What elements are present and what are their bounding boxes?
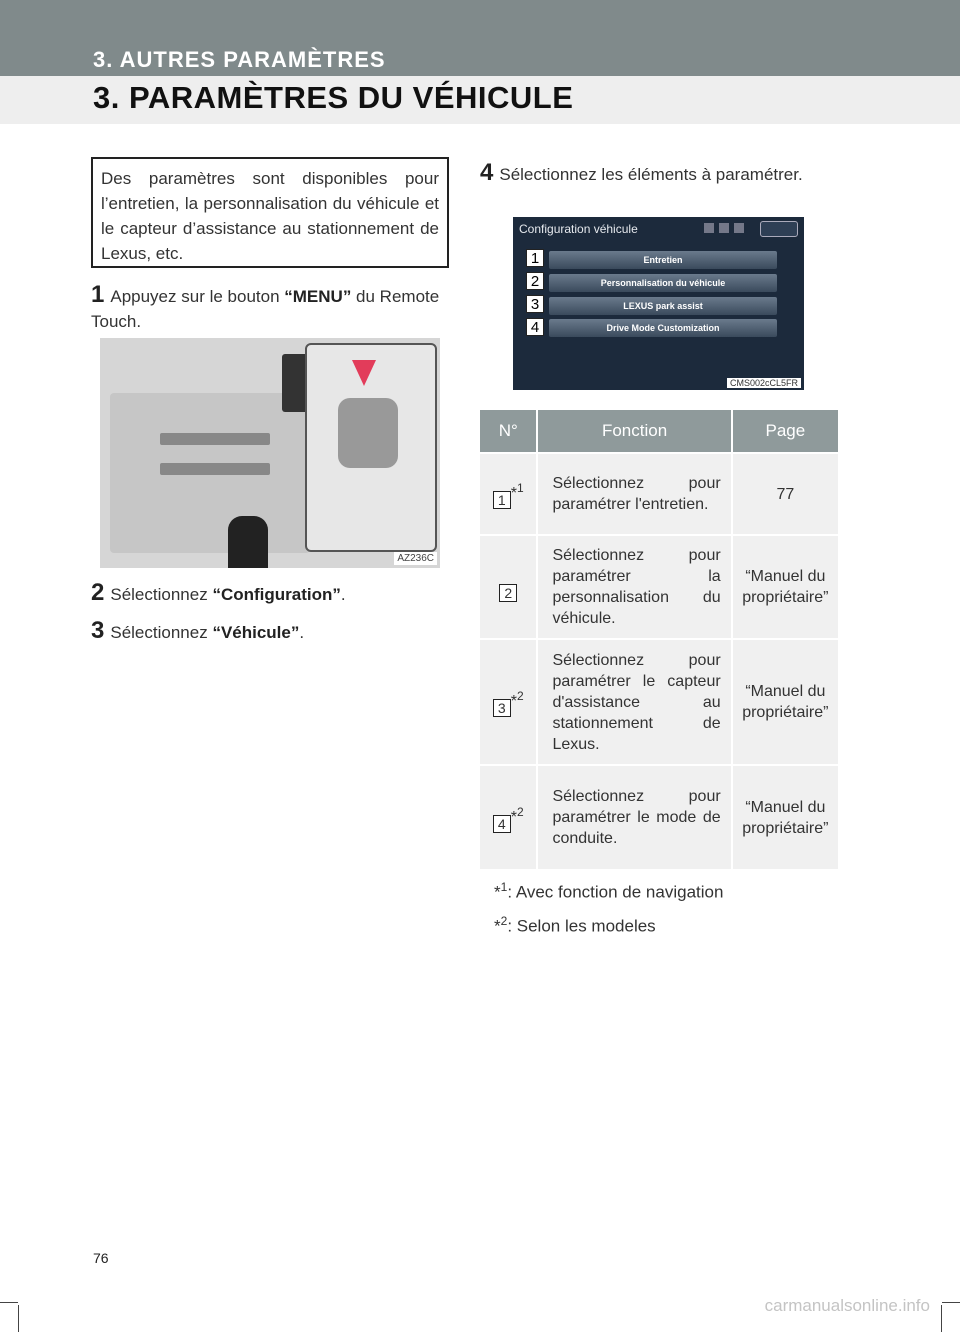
step-number: 1	[91, 281, 105, 308]
row-fonction: Sélectionnez pour paramétrer le mode de conduite.	[537, 765, 731, 869]
row-page: “Manuel du propriétaire”	[732, 765, 838, 869]
crop-mark	[942, 1302, 960, 1303]
table-row: 1 *$^1$ Sélectionnez pour paramétrer l'entretien. 77	[480, 453, 838, 535]
callout-1: 1	[526, 249, 544, 267]
step-2: 2 Sélectionnez “Configuration”.	[91, 579, 346, 606]
touchpad-icon	[338, 398, 398, 468]
menu-item-entretien: Entretien	[549, 251, 777, 269]
row-number-box: 2	[499, 584, 517, 602]
step-1: 1 Appuyez sur le bouton “MENU” du Remote Touch.	[91, 281, 440, 331]
image-code: CMS002cCL5FR	[727, 378, 801, 388]
step-number: 3	[91, 617, 105, 644]
intro-box: Des paramètres sont disponibles pour l’entretien, la personnalisation du véhicule et le capteur d’assistance au stationnement de Lexus, etc.	[91, 157, 449, 268]
step-3: 3 Sélectionnez “Véhicule”.	[91, 617, 305, 644]
table-row: 4 *$^2$ Sélectionnez pour paramétrer le mode de conduite. “Manuel du propriétaire”	[480, 765, 838, 869]
callout-2: 2	[526, 272, 544, 290]
row-number-box: 3	[493, 699, 511, 717]
image-code: AZ236C	[394, 552, 437, 565]
row-fonction: Sélectionnez pour paramétrer la personnalisation du véhicule.	[537, 535, 731, 639]
step-number: 2	[91, 579, 105, 606]
column-header-no: N°	[480, 410, 537, 453]
page-title: 3. PARAMÈTRES DU VÉHICULE	[93, 80, 574, 115]
row-number-box: 4	[493, 815, 511, 833]
row-fonction: Sélectionnez pour paramétrer le capteur d'assistance au stationnement de Lexus.	[537, 639, 731, 765]
row-fonction: Sélectionnez pour paramétrer l'entretien.	[537, 453, 731, 535]
crop-mark	[0, 1302, 18, 1303]
vehicle-config-screen	[513, 217, 804, 390]
crop-mark	[941, 1305, 942, 1332]
step-4: 4 Sélectionnez les éléments à paramétrer.	[480, 159, 803, 186]
watermark: carmanualsonline.info	[764, 1296, 930, 1315]
callout-4: 4	[526, 318, 544, 336]
step-number: 4	[480, 159, 494, 186]
page-number: 76	[93, 1250, 109, 1266]
dashboard-illustration	[100, 338, 440, 568]
footnote-1: *$^1$: Avec fonction de navigation	[494, 880, 724, 902]
section-label: 3. AUTRES PARAMÈTRES	[93, 47, 386, 72]
screen-title: Configuration véhicule	[519, 222, 638, 236]
back-icon	[760, 221, 798, 237]
callout-3: 3	[526, 295, 544, 313]
row-page: “Manuel du propriétaire”	[732, 535, 838, 639]
table-row: 3 *$^2$ Sélectionnez pour paramétrer le capteur d'assistance au stationnement de Lexus. “Manuel du propriétaire”	[480, 639, 838, 765]
remote-touch-icon	[228, 516, 268, 568]
row-page: 77	[732, 453, 838, 535]
status-icons	[704, 223, 754, 233]
menu-item-park-assist: LEXUS park assist	[549, 297, 777, 315]
arrow-down-icon	[352, 360, 376, 386]
function-table	[480, 410, 838, 869]
menu-item-personnalisation: Personnalisation du véhicule	[549, 274, 777, 292]
footnote-2: *$^2$: Selon les modeles	[494, 914, 656, 936]
table-row	[480, 535, 838, 639]
crop-mark	[18, 1305, 19, 1332]
table-header-row	[480, 410, 838, 453]
row-page: “Manuel du propriétaire”	[732, 639, 838, 765]
column-header-fonction: Fonction	[537, 410, 731, 453]
menu-item-drive-mode: Drive Mode Customization	[549, 319, 777, 337]
row-number-box: 1	[493, 491, 511, 509]
column-header-page: Page	[732, 410, 838, 453]
